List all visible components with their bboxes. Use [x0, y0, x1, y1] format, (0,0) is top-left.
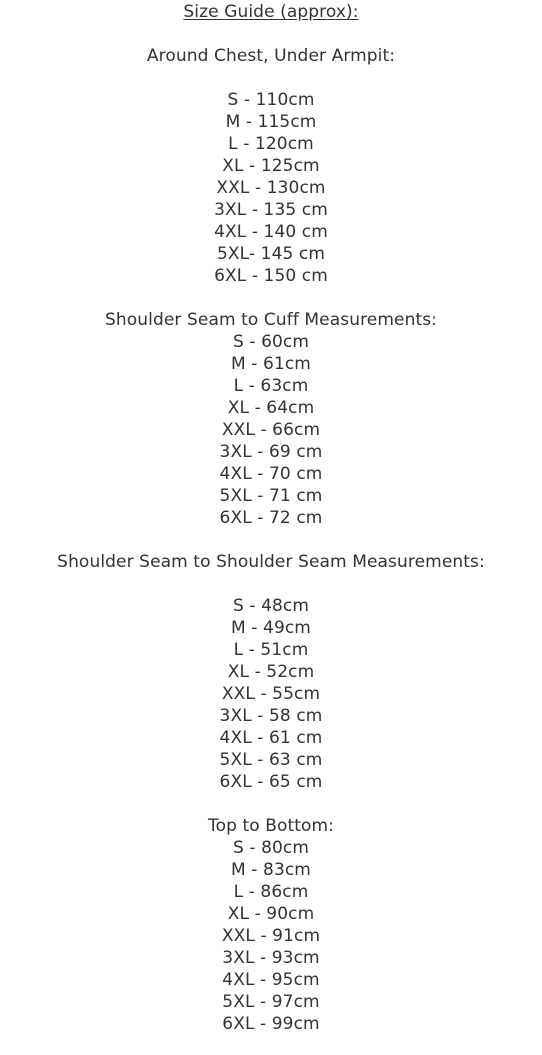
size-entry: 4XL - 140 cm	[214, 222, 328, 242]
size-entry: 3XL - 58 cm	[219, 706, 323, 726]
section-heading: Top to Bottom:	[207, 816, 335, 836]
size-entry: 3XL - 135 cm	[214, 200, 328, 220]
section-shoulder-to-cuff	[0, 309, 542, 529]
size-entry: S - 80cm	[232, 838, 310, 858]
size-entry: XXL - 91cm	[221, 926, 321, 946]
size-entry: M - 49cm	[231, 618, 311, 638]
spacer	[0, 67, 542, 89]
size-entry: XL - 64cm	[227, 398, 315, 418]
size-entry: 6XL - 72 cm	[219, 508, 323, 528]
size-entry: 6XL - 99cm	[222, 1014, 320, 1034]
size-entry: 4XL - 95cm	[222, 970, 320, 990]
size-entry: 3XL - 69 cm	[219, 442, 323, 462]
section-heading: Around Chest, Under Armpit:	[146, 46, 396, 66]
section-top-to-bottom	[0, 815, 542, 1035]
size-entry: XXL - 55cm	[221, 684, 321, 704]
size-entry: S - 110cm	[227, 90, 315, 110]
size-entry: XL - 90cm	[227, 904, 315, 924]
section-heading: Shoulder Seam to Shoulder Seam Measurements:	[57, 552, 485, 572]
size-entry: 5XL - 71 cm	[219, 486, 323, 506]
spacer	[0, 287, 542, 309]
spacer	[0, 793, 542, 815]
size-entry: L - 120cm	[228, 134, 314, 154]
size-entry: M - 61cm	[231, 354, 311, 374]
size-entry: 3XL - 93cm	[222, 948, 320, 968]
size-entry: L - 86cm	[233, 882, 309, 902]
section-chest	[0, 45, 542, 287]
size-entry: 6XL - 65 cm	[219, 772, 323, 792]
size-entry: 5XL - 97cm	[222, 992, 320, 1012]
size-entry: XXL - 130cm	[216, 178, 326, 198]
section-shoulder-to-shoulder	[0, 551, 542, 793]
size-entry: L - 51cm	[233, 640, 309, 660]
spacer	[0, 23, 542, 45]
spacer	[0, 529, 542, 551]
size-entry: XL - 125cm	[222, 156, 320, 176]
size-entry: XXL - 66cm	[221, 420, 321, 440]
size-entry: M - 83cm	[231, 860, 311, 880]
size-entry: XL - 52cm	[227, 662, 315, 682]
size-entry: 5XL - 63 cm	[219, 750, 323, 770]
spacer	[0, 573, 542, 595]
section-heading: Shoulder Seam to Cuff Measurements:	[104, 310, 438, 330]
size-entry: S - 60cm	[232, 332, 310, 352]
size-entry: S - 48cm	[232, 596, 310, 616]
size-entry: L - 63cm	[233, 376, 309, 396]
size-entry: 4XL - 70 cm	[219, 464, 323, 484]
size-guide-title: Size Guide (approx):	[183, 2, 359, 22]
size-entry: 6XL - 150 cm	[214, 266, 328, 286]
size-entry: 4XL - 61 cm	[219, 728, 323, 748]
size-entry: 5XL- 145 cm	[216, 244, 326, 264]
size-entry: M - 115cm	[225, 112, 317, 132]
